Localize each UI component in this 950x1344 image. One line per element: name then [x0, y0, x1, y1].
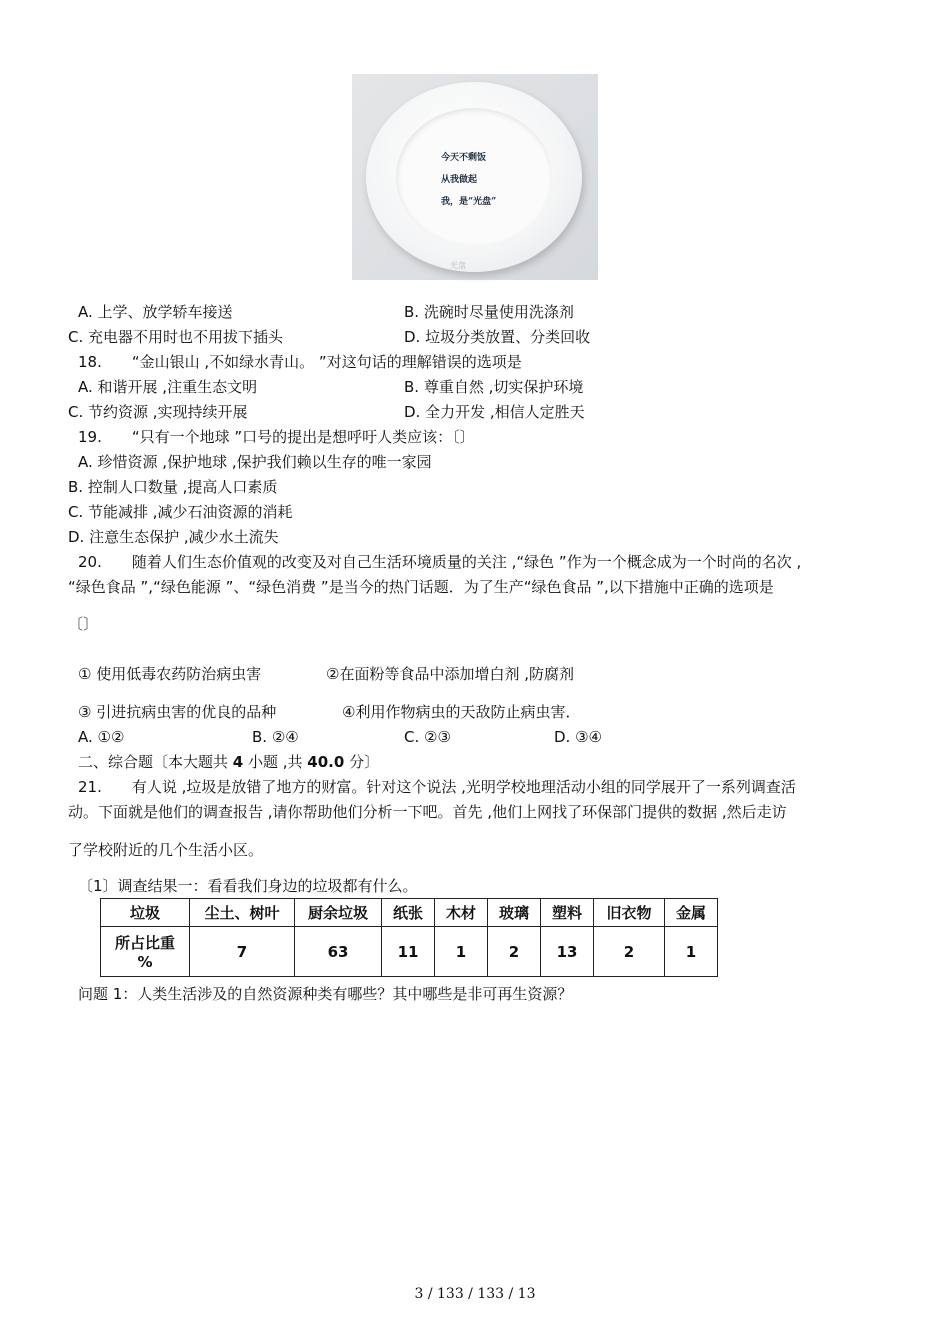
clean-plate-image — [352, 74, 598, 280]
q18-option-d: D. 全力开发 ,相信人定胜天 — [404, 403, 585, 421]
row-label-line1: 所占比重 — [114, 934, 175, 952]
q20-item-2: ②在面粉等食品中添加增白剂 ,防腐剂 — [326, 665, 574, 683]
q18-option-b: B. 尊重自然 ,切实保护环境 — [404, 378, 584, 396]
table-cell: 13 — [541, 927, 594, 977]
q20-option-b: B. ②④ — [252, 728, 299, 746]
q20-option-a: A. ①② — [78, 728, 125, 746]
table-cell: 7 — [190, 927, 295, 977]
q21-stem-line1: 21. 有人说 ,垃圾是放错了地方的财富。针对这个说法 ,光明学校地理活动小组的同学展开了一系列调查活 — [78, 778, 796, 796]
section2-suffix: 分〕 — [344, 753, 380, 771]
table-header-cell: 尘土、树叶 — [190, 899, 295, 927]
section2-mid: 小题 ,共 — [243, 753, 308, 771]
q21-subquestion-1: 〔1〕调查结果一：看看我们身边的垃圾都有什么。 — [78, 877, 418, 895]
plate-watermark: 光盘 — [450, 261, 466, 270]
q20-item-1: ① 使用低毒农药防治病虫害 — [78, 665, 262, 683]
q21-stem-line2: 动。下面就是他们的调查报告 ,请你帮助他们分析一下吧。首先 ,他们上网找了环保部门提供的数据 ,然后走访 — [68, 803, 787, 821]
q17-option-b: B. 洗碗时尽量使用洗涤剂 — [404, 303, 574, 321]
section2-heading — [78, 752, 379, 772]
plate-text-line3: 我，是“光盘” — [441, 197, 497, 207]
table-cell: 63 — [295, 927, 382, 977]
q18-option-a: A. 和谐开展 ,注重生态文明 — [78, 378, 258, 396]
table-row-label — [101, 927, 190, 977]
plate-text-line1: 今天不剩饭 — [441, 153, 487, 163]
q19-option-b: B. 控制人口数量 ,提高人口素质 — [68, 478, 278, 496]
table-header-cell: 塑料 — [541, 899, 594, 927]
q21-stem-line3: 了学校附近的几个生活小区。 — [68, 841, 264, 859]
table-header-row — [101, 899, 718, 927]
table-cell: 2 — [488, 927, 541, 977]
section2-score: 40.0 — [307, 753, 345, 771]
q20-item-4: ④利用作物病虫的天敌防止病虫害． — [342, 703, 581, 721]
page-footer: 3 / 133 / 133 / 13 — [414, 1286, 536, 1302]
table-header-cell: 玻璃 — [488, 899, 541, 927]
table-header-cell: 旧衣物 — [594, 899, 665, 927]
table-row — [101, 927, 718, 977]
q17-option-d: D. 垃圾分类放置、分类回收 — [404, 328, 591, 346]
q20-item-3: ③ 引进抗病虫害的优良的品种 — [78, 703, 277, 721]
q20-option-d: D. ③④ — [554, 728, 602, 746]
table-cell: 2 — [594, 927, 665, 977]
q19-stem: 19. “只有一个地球 ”口号的提出是想呼吁人类应该：〔〕 — [78, 428, 475, 446]
q17-option-c: C. 充电器不用时也不用拔下插头 — [68, 328, 284, 346]
q20-stem-line3: 〔〕 — [68, 615, 99, 633]
row-label-line2: % — [137, 953, 153, 971]
q18-stem: 18. “金山银山 ,不如绿水青山。 ”对这句话的理解错误的选项是 — [78, 353, 522, 371]
table-cell: 11 — [382, 927, 435, 977]
table-cell: 1 — [665, 927, 718, 977]
table-header-cell: 木材 — [435, 899, 488, 927]
table-header-cell: 厨余垃圾 — [295, 899, 382, 927]
q17-option-a: A. 上学、放学轿车接送 — [78, 303, 233, 321]
q19-option-c: C. 节能减排 ,减少石油资源的消耗 — [68, 503, 293, 521]
q19-option-a: A. 珍惜资源 ,保护地球 ,保护我们赖以生存的唯一家园 — [78, 453, 432, 471]
table-header-cell: 金属 — [665, 899, 718, 927]
q20-option-c: C. ②③ — [404, 728, 451, 746]
section2-count: 4 — [232, 753, 244, 771]
section2-prefix: 二、综合题〔本大题共 — [78, 753, 233, 771]
q18-option-c: C. 节约资源 ,实现持续开展 — [68, 403, 248, 421]
q20-stem-line2: “绿色食品 ”,“绿色能源 ”、“绿色消费 ”是当今的热门话题．为了生产“绿色食品 ”,以下措施中正确的选项是 — [68, 578, 774, 596]
garbage-composition-table — [100, 898, 718, 977]
q19-option-d: D. 注意生态保护 ,减少水土流失 — [68, 528, 279, 546]
table-cell: 1 — [435, 927, 488, 977]
table-header-cell: 垃圾 — [101, 899, 190, 927]
plate-text-line2: 从我做起 — [441, 175, 478, 185]
q20-stem-line1: 20. 随着人们生态价值观的改变及对自己生活环境质量的关注 ,“绿色 ”作为一个概念成为一个时尚的名次 , — [78, 553, 802, 571]
q21-question-1: 问题 1：人类生活涉及的自然资源种类有哪些？其中哪些是非可再生资源？ — [78, 985, 573, 1003]
table-header-cell: 纸张 — [382, 899, 435, 927]
